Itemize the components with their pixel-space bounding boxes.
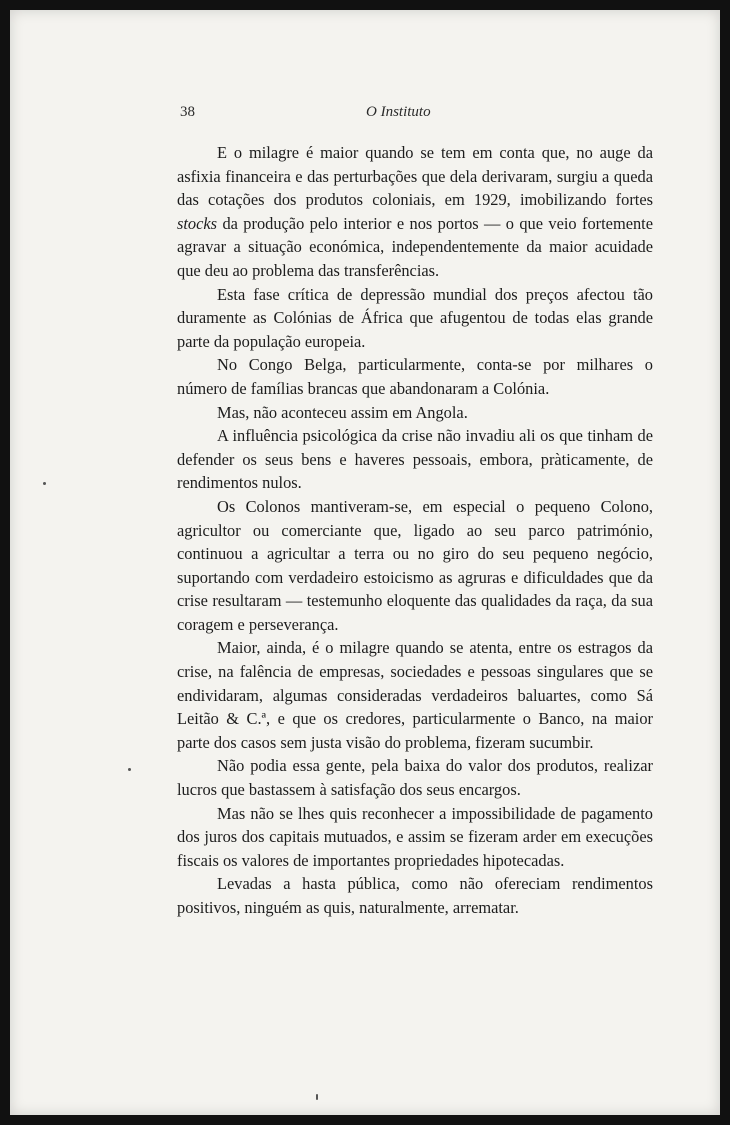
paper-speck xyxy=(316,1094,318,1100)
paragraph xyxy=(177,141,653,283)
paragraph: Mas não se lhes quis reconhecer a impossibilidade de pagamento dos juros dos capitais mutuados, e assim se fizeram arder em execuções fiscais os valores de importantes propriedades hipotecadas. xyxy=(177,803,653,870)
paragraph-text: E o milagre é maior quando se tem em conta que, no auge da asfixia financeira e das perturbações que dela derivaram, surgiu a queda das cotações dos produtos coloniais, em 1929, imobilizando fortes xyxy=(177,143,653,210)
paragraph-text: da produção pelo interior e nos portos — o que veio fortemente agravar a situação económica, independentemente da maior acuidade que deu ao problema das transferências. xyxy=(177,213,653,280)
body-text xyxy=(177,141,653,920)
paragraph: Não podia essa gente, pela baixa do valor dos produtos, realizar lucros que bastassem à satisfação dos seus encargos. xyxy=(177,756,653,800)
emphasized-word: stocks xyxy=(177,213,218,233)
paper-speck xyxy=(128,768,131,771)
running-title: O Instituto xyxy=(366,104,431,120)
paragraph: Os Colonos mantiveram-se, em especial o pequeno Colono, agricultor ou comerciante que, ligado ao seu parco património, continuou a agricultar a terra ou no giro do seu pequeno negócio, suportando com verdadeiro estoicismo as agruras e dificuldades que da crise resultaram — testemunho eloquente das qualidades da raça, da sua coragem e perseverança. xyxy=(177,496,653,634)
paragraph: A influência psicológica da crise não invadiu ali os que tinham de defender os seus bens e haveres pessoais, embora, pràticamente, de rendimentos nulos. xyxy=(177,426,653,493)
paragraph: Esta fase crítica de depressão mundial dos preços afectou tão duramente as Colónias de África que afugentou de todas elas grande parte da população europeia. xyxy=(177,284,653,351)
page-number: 38 xyxy=(180,104,195,120)
paragraph: No Congo Belga, particularmente, conta-se por milhares o número de famílias brancas que abandonaram a Colónia. xyxy=(177,355,653,398)
paragraph: Levadas a hasta pública, como não ofereciam rendimentos positivos, ninguém as quis, naturalmente, arrematar. xyxy=(177,874,653,917)
book-page xyxy=(10,10,720,1115)
paragraph: Maior, ainda, é o milagre quando se atenta, entre os estragos da crise, na falência de empresas, sociedades e pessoas singulares que se endividaram, algumas consideradas verdadeiros baluartes, como Sá Leitão & C.ª, e que os credores, particularmente o Banco, na maior parte dos casos sem justa visão do problema, fizeram sucumbir. xyxy=(177,638,653,752)
paper-speck xyxy=(43,482,46,485)
paragraph: Mas, não aconteceu assim em Angola. xyxy=(217,402,468,422)
